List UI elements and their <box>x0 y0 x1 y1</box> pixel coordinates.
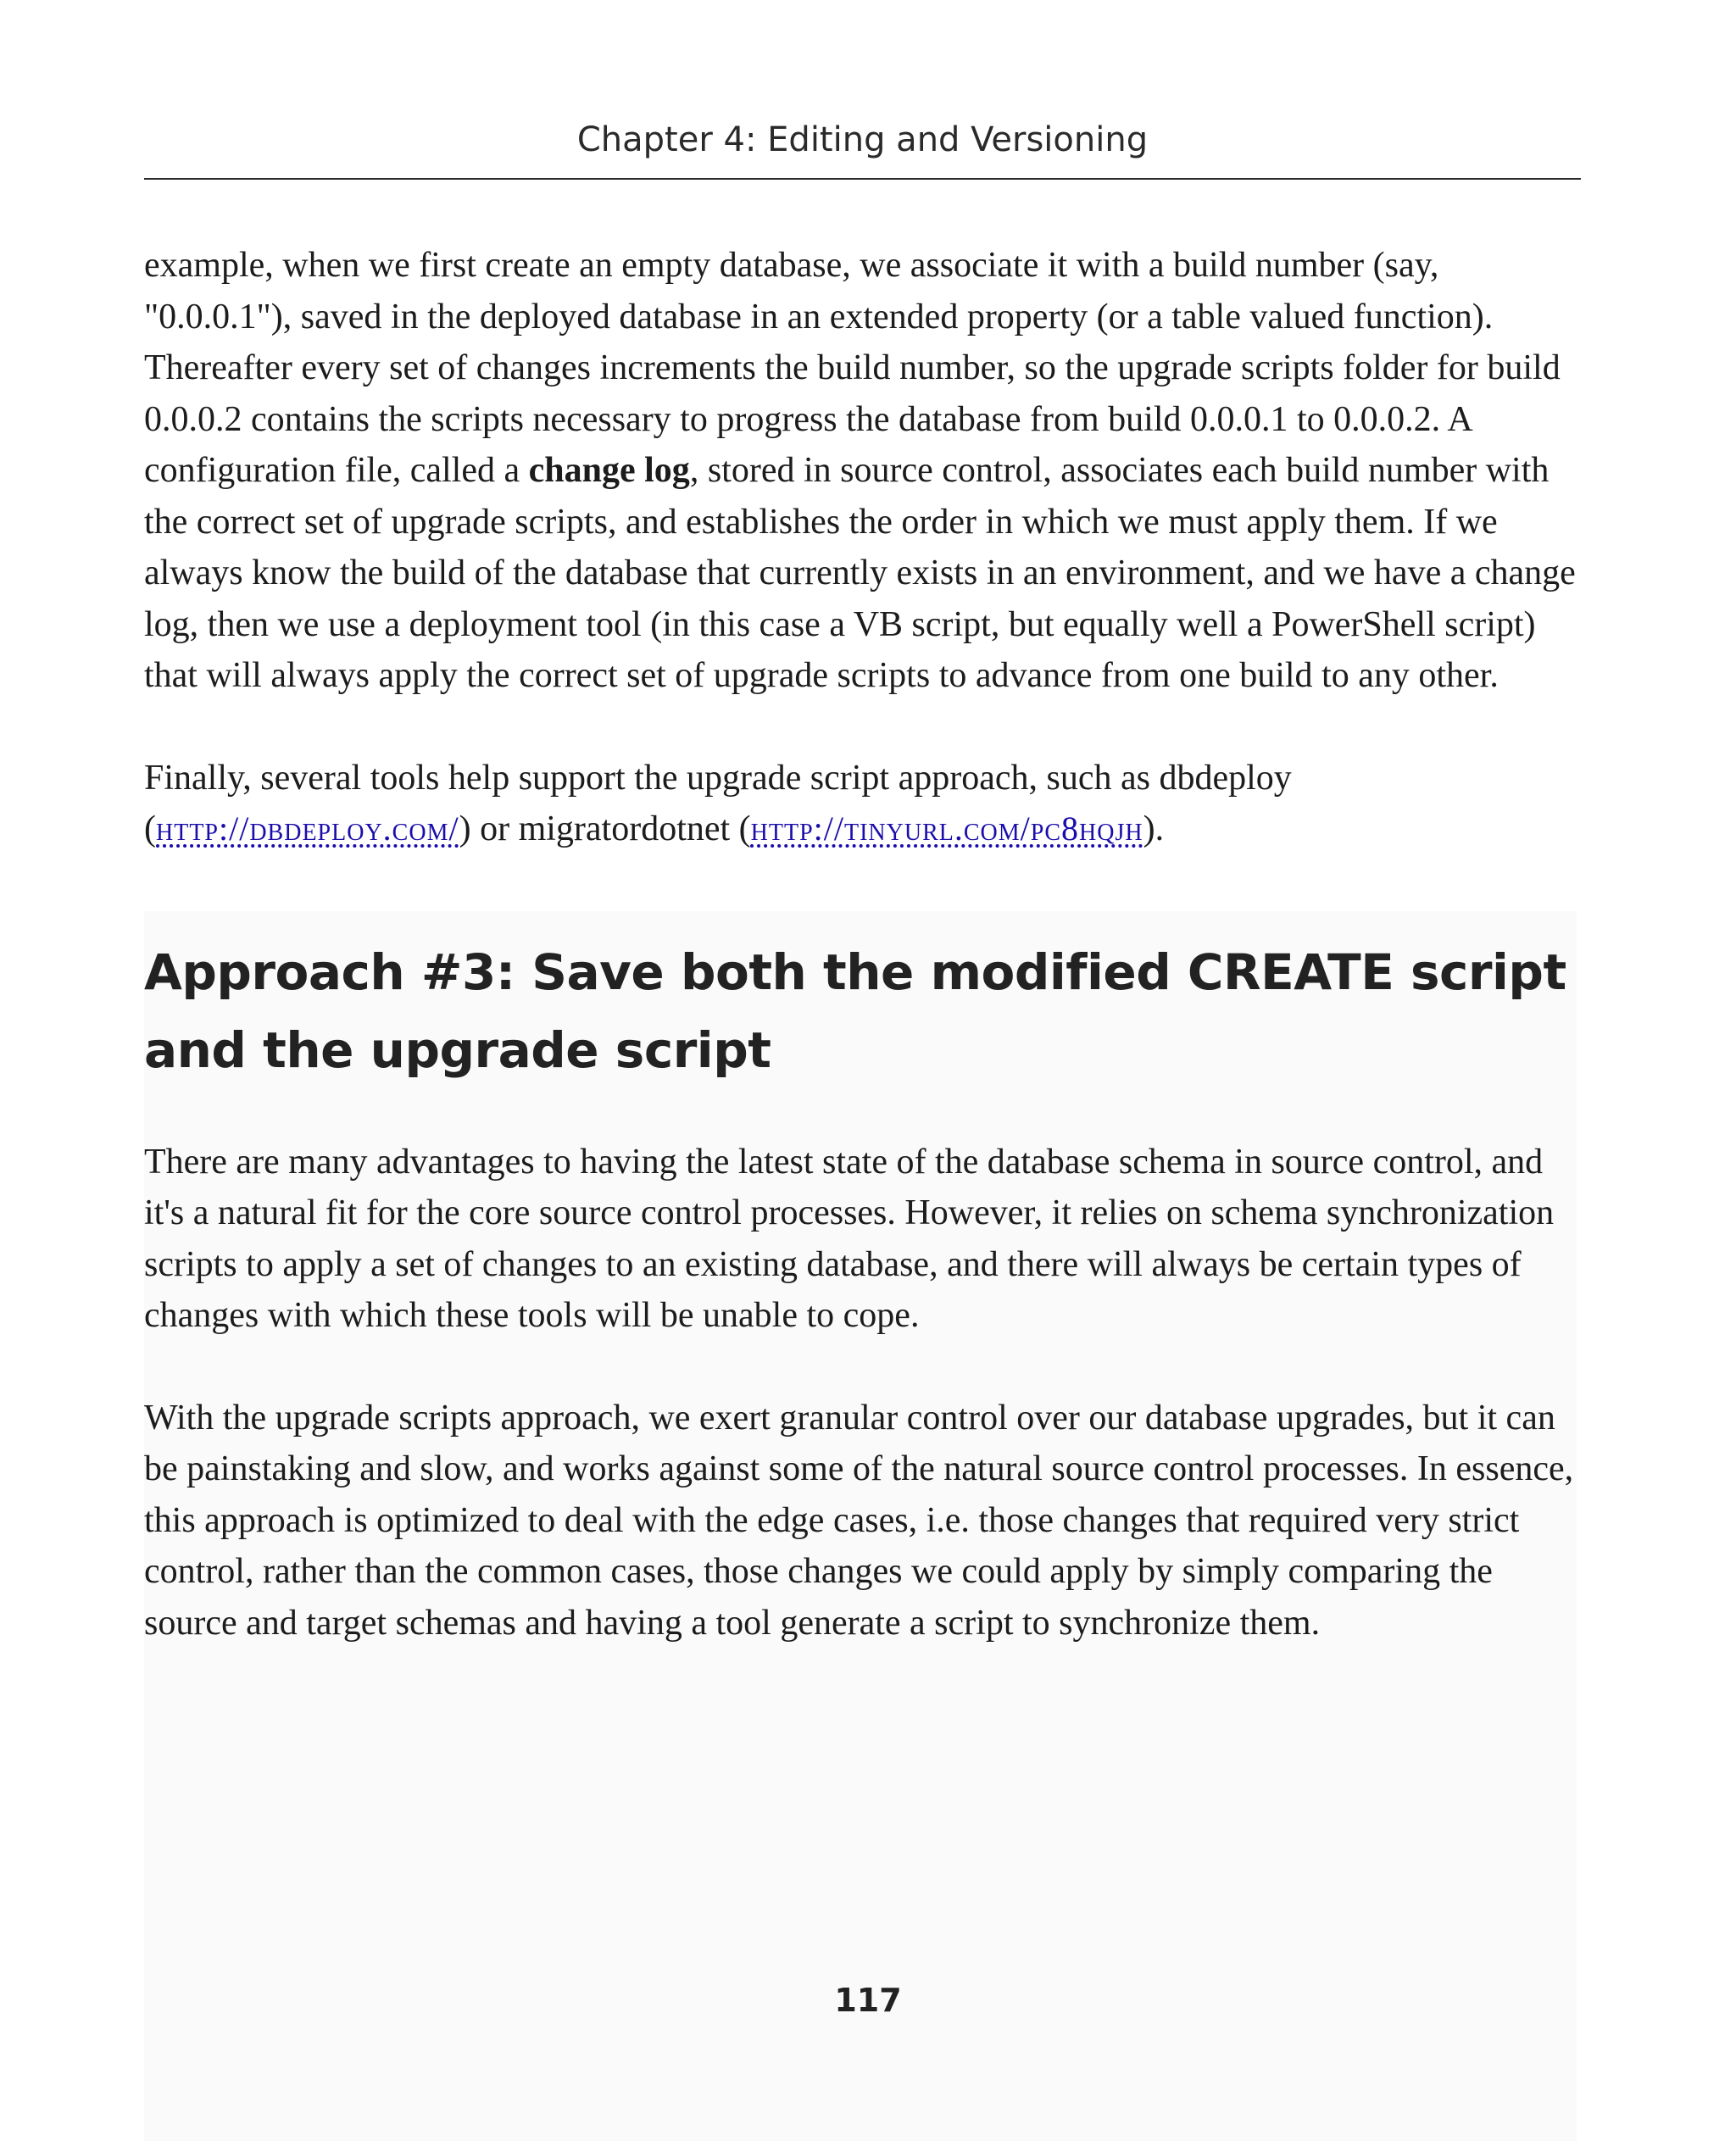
paragraph-tools <box>144 753 1585 855</box>
paragraph-text: ) or migratordotnet ( <box>459 809 751 848</box>
paragraph-text: Finally, several tools help support the upgrade script approach, such as dbdeploy ( <box>144 758 1292 848</box>
running-header: Chapter 4: Editing and Versioning <box>144 110 1581 180</box>
paragraph-upgrade-approach: With the upgrade scripts approach, we exert granular control over our database upgrades, but it can be painstaking and slow, and works against some of the natural source control processes. In essence, this approach is optimized to deal with the edge cases, i.e. those changes that required very strict control, rather than the common cases, those changes we could apply by simply comparing the source and target schemas and having a tool generate a script to synchronize them. <box>144 1398 1574 1643</box>
dbdeploy-link[interactable]: http://dbdeploy.com/ <box>156 809 459 848</box>
paragraph-text: example, when we first create an empty database, we associate it with a build number (say, "0.0.0.1"), saved in the deployed database in an extended property (or a table valued function). Thereafter every set of changes increments the build number, so the upgrade scripts folder for build 0.0.0.2 contains the scripts necessary to progress the database from build 0.0.0.1 to 0.0.0.2. A configuration file, called a <box>144 246 1561 490</box>
paragraph-text: , stored in source control, associates each build number with the correct set of upgrade scripts, and establishes the order in which we must apply them. If we always know the build of the database that currently exists in an environment, and we have a change log, then we use a deployment tool (in this case a VB script, but equally well a PowerShell script) that will always apply the correct set of upgrade scripts to advance from one build to any other. <box>144 451 1576 695</box>
bold-term-change-log: change log <box>528 451 690 490</box>
page-body <box>144 240 1585 1649</box>
migratordotnet-link[interactable]: http://tinyurl.com/pc8hqjh <box>750 809 1143 848</box>
page-number: 117 <box>834 1982 902 2019</box>
paragraph-text: ). <box>1143 809 1165 848</box>
section-heading: Approach #3: Save both the modified CREATE script and the upgrade script <box>144 943 1566 1079</box>
paragraph-advantages: There are many advantages to having the latest state of the database schema in source control, and it's a natural fit for the core source control processes. However, it relies on schema synchronization scripts to apply a set of changes to an existing database, and there will always be certain types of changes with which these tools will be unable to cope. <box>144 1142 1555 1335</box>
paragraph-build-number <box>144 240 1585 702</box>
